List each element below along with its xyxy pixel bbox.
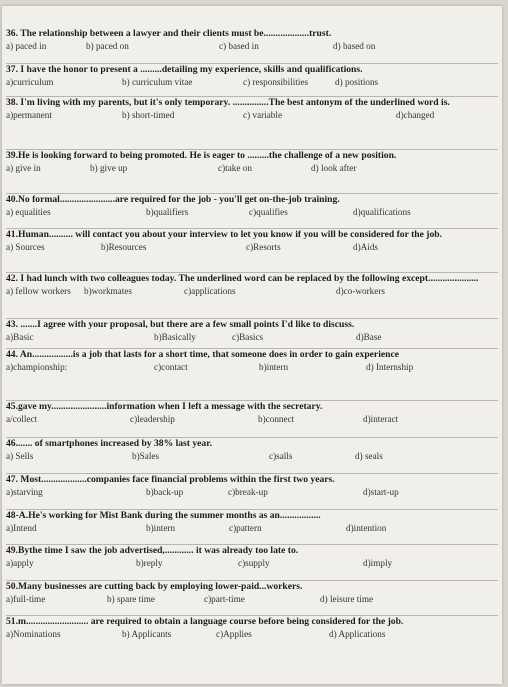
question-39 [6, 149, 498, 175]
option-b[interactable]: b) paced on [86, 40, 129, 51]
option-b[interactable]: b) Applicants [122, 628, 172, 639]
question-stem: 44. An.................is a job that lasts for a short time, that someone does in order to gain experience [6, 349, 399, 360]
question-stem: 51.m.......................... are required to obtain a language course before being considered for the job. [6, 616, 404, 627]
option-a[interactable]: a)Intend [6, 522, 37, 533]
worksheet-page [2, 6, 502, 684]
option-d[interactable]: d) positions [335, 76, 379, 87]
answer-options [6, 523, 498, 535]
option-b[interactable]: b)intern [146, 522, 176, 533]
answer-options [6, 451, 498, 463]
option-a[interactable]: a) paced in [6, 40, 47, 51]
question-stem: 49.Bythe time I saw the job advertised,............ it was already too late to. [6, 545, 299, 556]
answer-options [6, 77, 498, 89]
option-a[interactable]: a)Nominations [6, 628, 61, 639]
question-stem: 48-A.He's working for Mist Bank during the summer months as an................. [6, 510, 321, 521]
question-stem: 39.He is looking forward to being promoted. He is eager to .........the challenge of a new position. [6, 150, 397, 161]
option-d[interactable]: d)interact [363, 413, 399, 424]
option-c[interactable]: c) responsibilities [243, 76, 309, 87]
option-a[interactable]: a)championship: [6, 361, 68, 372]
option-c[interactable]: c)salls [269, 450, 293, 461]
option-d[interactable]: d)imply [363, 557, 393, 568]
option-a[interactable]: a)starving [6, 486, 43, 497]
question-stem: 43. .......I agree with your proposal, but there are a few small points I'd like to discuss. [6, 319, 355, 330]
question-44 [6, 348, 498, 374]
option-a[interactable]: a) fellow workers [6, 285, 71, 296]
option-d[interactable]: d)co-workers [336, 285, 385, 296]
answer-options [6, 332, 498, 344]
option-c[interactable]: c)part-time [204, 593, 245, 604]
option-d[interactable]: d)Aids [353, 241, 379, 252]
option-a[interactable]: a)apply [6, 557, 34, 568]
option-d[interactable]: d)start-up [363, 486, 399, 497]
question-stem: 37. I have the honor to present a .........detailing my experience, skills and qualifications. [6, 64, 363, 75]
question-stem: 46....... of smartphones increased by 38% last year. [6, 438, 212, 449]
option-c[interactable]: c)leadership [130, 413, 175, 424]
question-47 [6, 473, 498, 499]
option-c[interactable]: c) variable [243, 109, 283, 120]
answer-options [6, 629, 498, 641]
question-36 [6, 28, 498, 53]
option-b[interactable]: b)reply [136, 557, 163, 568]
option-a[interactable]: a)full-time [6, 593, 46, 604]
answer-options [6, 110, 498, 122]
option-a[interactable]: a)curriculum [6, 76, 54, 87]
option-a[interactable]: a)permanent [6, 109, 52, 120]
option-d[interactable]: d) based on [333, 40, 376, 51]
option-c[interactable]: c)take on [218, 162, 252, 173]
question-43 [6, 318, 498, 344]
option-d[interactable]: d)changed [396, 109, 435, 120]
answer-options [6, 362, 498, 374]
option-d[interactable]: d) Applications [329, 628, 386, 639]
question-42 [6, 272, 498, 298]
option-b[interactable]: b) curriculum vitae [122, 76, 193, 87]
option-d[interactable]: d) leisure time [320, 593, 374, 604]
question-stem: 42. I had lunch with two colleagues today. The underlined word can be replaced by the following except..................... [6, 273, 479, 284]
question-37 [6, 63, 498, 89]
option-d[interactable]: d)Base [356, 331, 382, 342]
option-b[interactable]: b)Basically [154, 331, 196, 342]
option-a[interactable]: a)Basic [6, 331, 34, 342]
option-b[interactable]: b) short-timed [122, 109, 175, 120]
option-b[interactable]: b)Resources [101, 241, 147, 252]
question-38 [6, 96, 498, 122]
question-46 [6, 437, 498, 463]
option-b[interactable]: b)intern [259, 361, 289, 372]
option-a[interactable]: a) Sources [6, 241, 45, 252]
option-b[interactable]: b)Sales [132, 450, 160, 461]
option-a[interactable]: a) give in [6, 162, 41, 173]
answer-options [6, 414, 498, 426]
answer-options [6, 487, 498, 499]
option-c[interactable]: c)Basics [232, 331, 264, 342]
question-stem: 41.Human.......... will contact you about your interview to let you know if you will be considered for the job. [6, 229, 442, 240]
option-d[interactable]: d)intention [346, 522, 387, 533]
option-b[interactable]: b)connect [258, 413, 295, 424]
option-c[interactable]: c)contact [154, 361, 188, 372]
question-40 [6, 193, 498, 219]
question-41 [6, 228, 498, 254]
option-b[interactable]: b)qualifiers [146, 206, 189, 217]
option-d[interactable]: d) Internship [366, 361, 414, 372]
question-stem: 50.Many businesses are cutting back by employing lower-paid...workers. [6, 581, 303, 592]
question-stem: 38. I'm living with my parents, but it's only temporary. ...............The best antonym of the underlined word is. [6, 97, 450, 108]
option-c[interactable]: c)Resorts [246, 241, 281, 252]
option-b[interactable]: b)workmates [84, 285, 132, 296]
question-stem: 40.No formal.......................are required for the job - you'll get on-the-job training. [6, 194, 340, 205]
question-51 [6, 615, 498, 641]
option-b[interactable]: b) give up [90, 162, 128, 173]
question-stem: 45.gave my.......................information when I left a message with the secretary. [6, 401, 323, 412]
answer-options [6, 594, 498, 606]
option-c[interactable]: c) based in [219, 40, 259, 51]
answer-options [6, 163, 498, 175]
option-b[interactable]: b)back-up [146, 486, 184, 497]
option-b[interactable]: b) spare time [107, 593, 155, 604]
option-d[interactable]: d) seals [355, 450, 383, 461]
option-c[interactable]: c)supply [238, 557, 270, 568]
question-stem: 47. Most...................companies face financial problems within the first two years. [6, 474, 335, 485]
answer-options [6, 207, 498, 219]
question-50 [6, 580, 498, 606]
option-d[interactable]: d)qualifications [353, 206, 411, 217]
option-d[interactable]: d) look after [311, 162, 357, 173]
question-45 [6, 400, 498, 426]
option-a[interactable]: a/collect [6, 413, 38, 424]
option-c[interactable]: c)Applies [216, 628, 252, 639]
answer-options [6, 286, 498, 298]
question-49 [6, 544, 498, 570]
option-c[interactable]: c)break-up [228, 486, 268, 497]
answer-options [6, 558, 498, 570]
option-c[interactable]: c)pattern [229, 522, 262, 533]
option-a[interactable]: a) equalities [6, 206, 51, 217]
question-48 [6, 509, 498, 535]
question-stem: 36. The relationship between a lawyer and their clients must be...................trust. [6, 28, 332, 39]
answer-options [6, 41, 498, 53]
option-a[interactable]: a) Sells [6, 450, 34, 461]
option-c[interactable]: c)applications [184, 285, 236, 296]
option-c[interactable]: c)qualifies [249, 206, 288, 217]
answer-options [6, 242, 498, 254]
